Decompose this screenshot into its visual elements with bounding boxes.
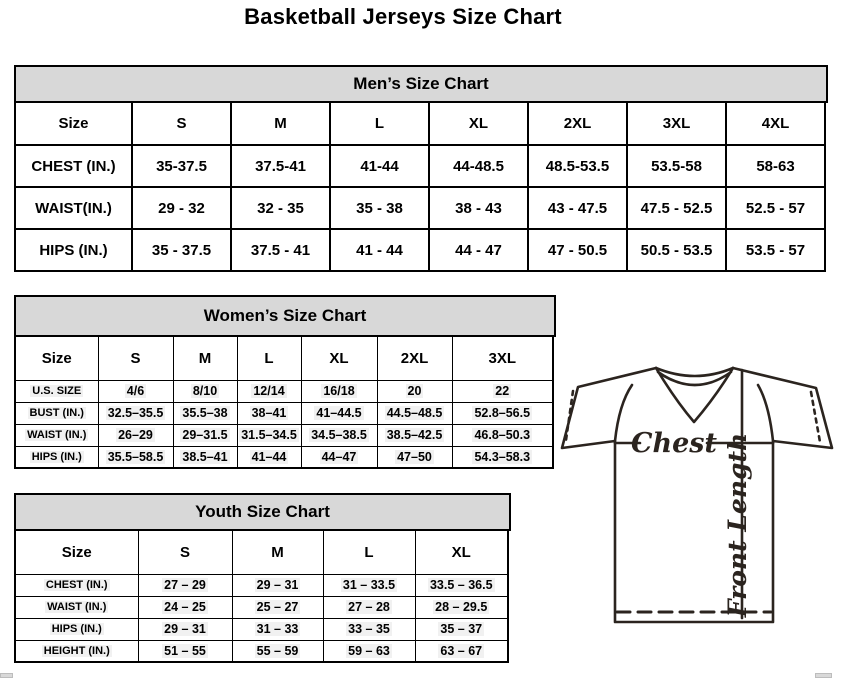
value-cell: 44.5–48.5 <box>377 402 452 424</box>
value-cell: 47.5 - 52.5 <box>627 187 726 229</box>
value-cell: 38.5–41 <box>173 446 237 468</box>
size-column-header: S <box>138 530 232 574</box>
jersey-measurement-diagram <box>556 360 840 628</box>
table-row <box>15 446 553 468</box>
size-column-header: 3XL <box>452 336 553 380</box>
value-cell: 28 – 29.5 <box>415 596 508 618</box>
youth-size-chart-section <box>14 493 511 663</box>
value-cell: 59 – 63 <box>323 640 415 662</box>
size-header-cell: Size <box>15 336 98 380</box>
value-cell: 25 – 27 <box>232 596 323 618</box>
value-cell: 52.8–56.5 <box>452 402 553 424</box>
value-cell: 44-48.5 <box>429 145 528 187</box>
value-cell: 63 – 67 <box>415 640 508 662</box>
value-cell: 34.5–38.5 <box>301 424 377 446</box>
armhole-seam-left <box>615 385 632 441</box>
value-cell: 27 – 28 <box>323 596 415 618</box>
front-length-label: Front Length <box>723 432 752 618</box>
value-cell: 29 – 31 <box>138 618 232 640</box>
value-cell: 37.5 - 41 <box>231 229 330 271</box>
row-label-cell: HEIGHT (IN.) <box>15 640 138 662</box>
value-cell: 44–47 <box>301 446 377 468</box>
chest-label: Chest <box>631 428 717 459</box>
table-row <box>15 424 553 446</box>
size-column-header: 2XL <box>377 336 452 380</box>
size-header-cell: Size <box>15 102 132 145</box>
corner-artifact-left <box>0 673 13 678</box>
value-cell: 38–41 <box>237 402 301 424</box>
corner-artifact-right <box>815 673 832 678</box>
size-column-header: XL <box>415 530 508 574</box>
value-cell: 12/14 <box>237 380 301 402</box>
value-cell: 46.8–50.3 <box>452 424 553 446</box>
size-column-header: L <box>330 102 429 145</box>
value-cell: 50.5 - 53.5 <box>627 229 726 271</box>
value-cell: 44 - 47 <box>429 229 528 271</box>
value-cell: 54.3–58.3 <box>452 446 553 468</box>
size-column-header: S <box>98 336 173 380</box>
size-column-header: S <box>132 102 231 145</box>
value-cell: 8/10 <box>173 380 237 402</box>
value-cell: 37.5-41 <box>231 145 330 187</box>
womens-size-chart-header: Women’s Size Chart <box>14 295 556 337</box>
row-label-cell: HIPS (IN.) <box>15 446 98 468</box>
size-column-header: M <box>173 336 237 380</box>
row-label-cell: HIPS (IN.) <box>15 618 138 640</box>
value-cell: 41–44 <box>237 446 301 468</box>
armhole-seam-right <box>758 385 773 441</box>
value-cell: 48.5-53.5 <box>528 145 627 187</box>
value-cell: 31 – 33 <box>232 618 323 640</box>
table-row <box>15 640 508 662</box>
mens-size-chart-section <box>14 65 828 272</box>
page-title: Basketball Jerseys Size Chart <box>244 4 562 29</box>
value-cell: 51 – 55 <box>138 640 232 662</box>
value-cell: 58-63 <box>726 145 825 187</box>
size-column-header: XL <box>301 336 377 380</box>
row-label-cell: WAIST(IN.) <box>15 187 132 229</box>
size-column-header: XL <box>429 102 528 145</box>
value-cell: 20 <box>377 380 452 402</box>
value-cell: 47 - 50.5 <box>528 229 627 271</box>
value-cell: 22 <box>452 380 553 402</box>
jersey-outline <box>562 368 832 622</box>
womens-size-chart-section <box>14 295 556 469</box>
row-label-cell: WAIST (IN.) <box>15 596 138 618</box>
mens-size-chart-table <box>14 101 826 272</box>
table-row <box>15 380 553 402</box>
value-cell: 26–29 <box>98 424 173 446</box>
table-row <box>15 336 553 380</box>
row-label-cell: BUST (IN.) <box>15 402 98 424</box>
value-cell: 29–31.5 <box>173 424 237 446</box>
value-cell: 41–44.5 <box>301 402 377 424</box>
size-column-header: L <box>237 336 301 380</box>
value-cell: 16/18 <box>301 380 377 402</box>
mens-size-chart-header: Men’s Size Chart <box>14 65 828 103</box>
table-row <box>15 596 508 618</box>
table-row <box>15 402 553 424</box>
table-row <box>15 530 508 574</box>
row-label-cell: WAIST (IN.) <box>15 424 98 446</box>
size-header-cell: Size <box>15 530 138 574</box>
size-column-header: 2XL <box>528 102 627 145</box>
youth-size-chart-table <box>14 529 509 663</box>
value-cell: 33 – 35 <box>323 618 415 640</box>
size-column-header: L <box>323 530 415 574</box>
value-cell: 35.5–58.5 <box>98 446 173 468</box>
value-cell: 31.5–34.5 <box>237 424 301 446</box>
value-cell: 55 – 59 <box>232 640 323 662</box>
value-cell: 38 - 43 <box>429 187 528 229</box>
value-cell: 43 - 47.5 <box>528 187 627 229</box>
value-cell: 33.5 – 36.5 <box>415 574 508 596</box>
value-cell: 35 - 38 <box>330 187 429 229</box>
row-label-cell: CHEST (IN.) <box>15 145 132 187</box>
row-label-cell: HIPS (IN.) <box>15 229 132 271</box>
table-row <box>15 145 825 187</box>
table-row <box>15 229 825 271</box>
value-cell: 35-37.5 <box>132 145 231 187</box>
table-row <box>15 618 508 640</box>
value-cell: 29 – 31 <box>232 574 323 596</box>
value-cell: 4/6 <box>98 380 173 402</box>
value-cell: 32 - 35 <box>231 187 330 229</box>
value-cell: 47–50 <box>377 446 452 468</box>
value-cell: 27 – 29 <box>138 574 232 596</box>
row-label-cell: CHEST (IN.) <box>15 574 138 596</box>
collar-back-arc <box>656 368 733 376</box>
value-cell: 41 - 44 <box>330 229 429 271</box>
value-cell: 53.5 - 57 <box>726 229 825 271</box>
size-column-header: 3XL <box>627 102 726 145</box>
youth-size-chart-header: Youth Size Chart <box>14 493 511 531</box>
value-cell: 24 – 25 <box>138 596 232 618</box>
value-cell: 32.5–35.5 <box>98 402 173 424</box>
size-column-header: M <box>232 530 323 574</box>
collar-inner-arc <box>658 372 731 385</box>
value-cell: 41-44 <box>330 145 429 187</box>
size-column-header: M <box>231 102 330 145</box>
value-cell: 35 – 37 <box>415 618 508 640</box>
value-cell: 31 – 33.5 <box>323 574 415 596</box>
value-cell: 53.5-58 <box>627 145 726 187</box>
value-cell: 35.5–38 <box>173 402 237 424</box>
table-row <box>15 574 508 596</box>
value-cell: 52.5 - 57 <box>726 187 825 229</box>
value-cell: 38.5–42.5 <box>377 424 452 446</box>
table-row <box>15 102 825 145</box>
value-cell: 35 - 37.5 <box>132 229 231 271</box>
value-cell: 29 - 32 <box>132 187 231 229</box>
row-label-cell: U.S. SIZE <box>15 380 98 402</box>
womens-size-chart-table <box>14 335 554 469</box>
table-row <box>15 187 825 229</box>
size-column-header: 4XL <box>726 102 825 145</box>
